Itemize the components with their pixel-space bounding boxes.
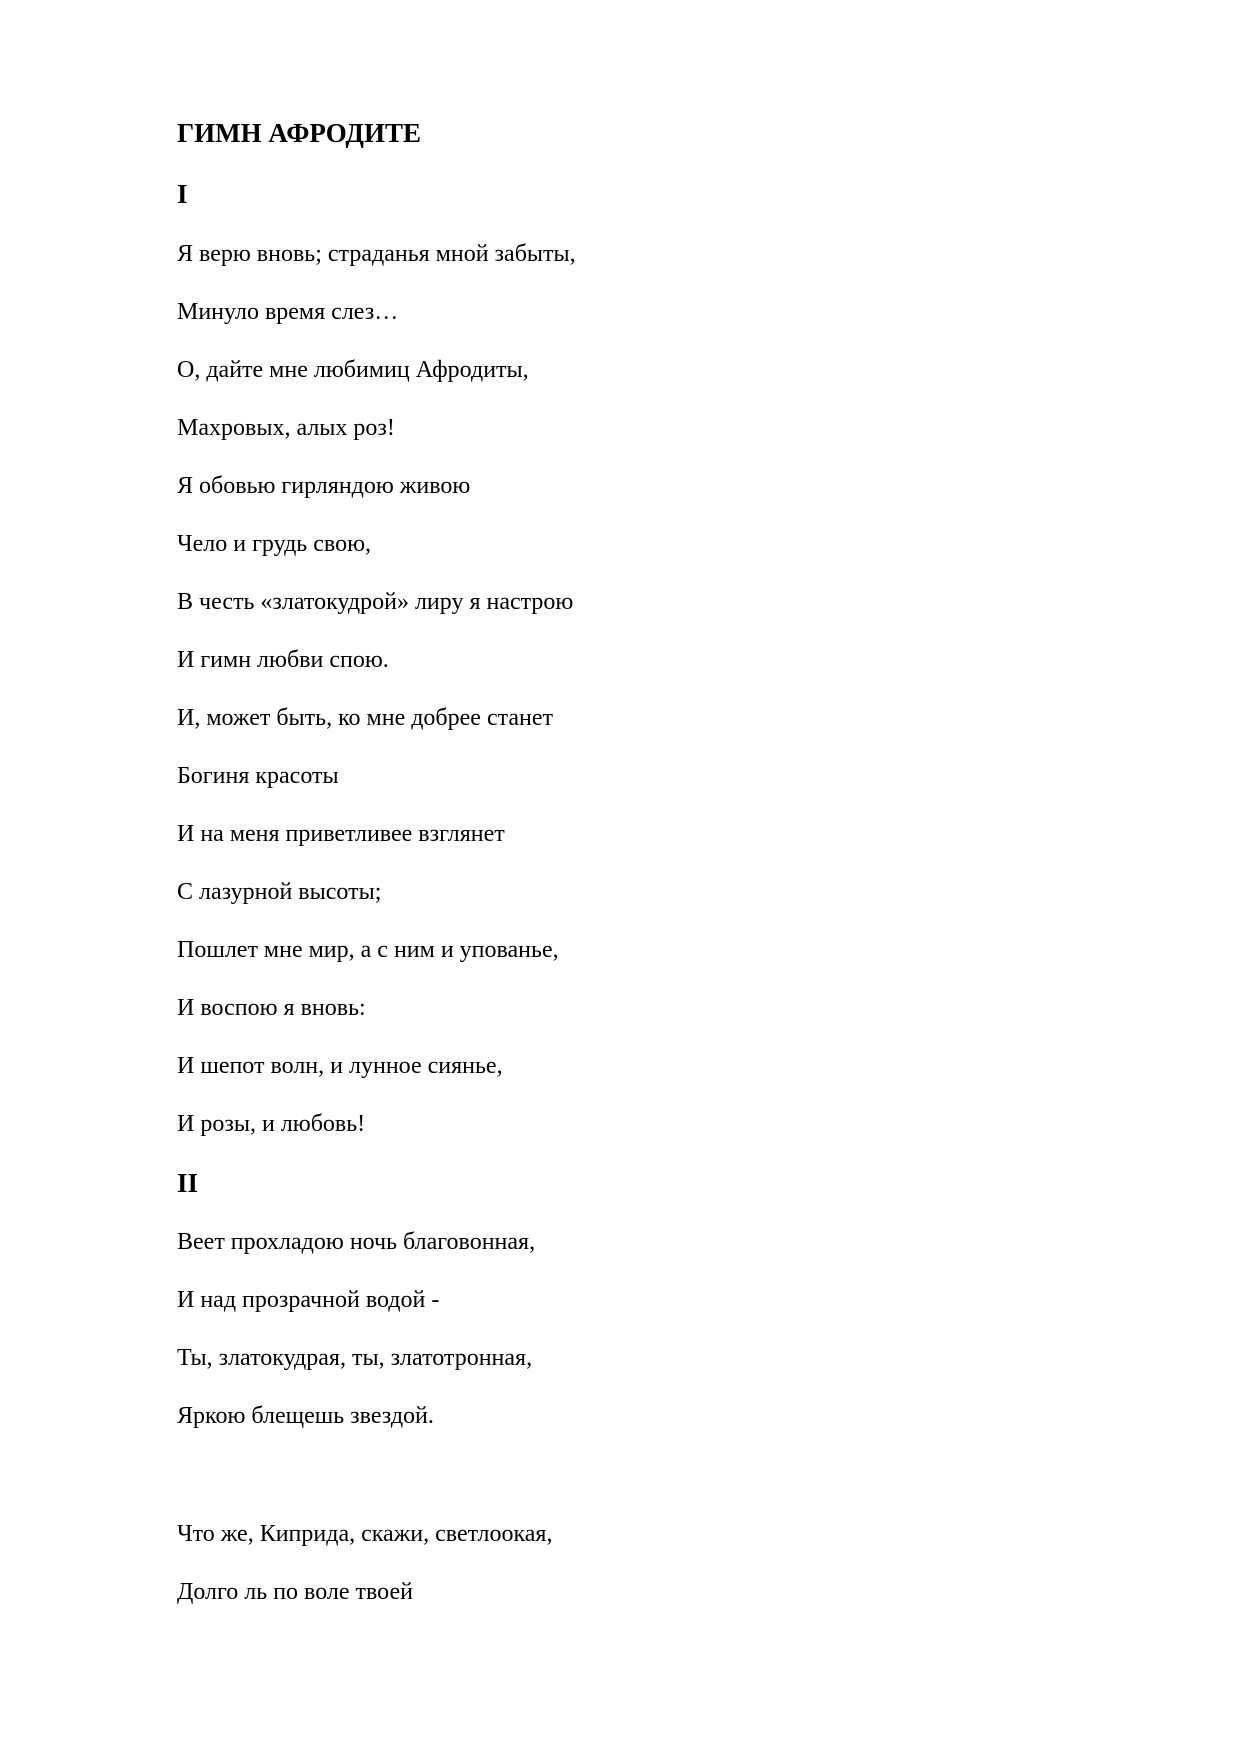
verse-line: И на меня приветливее взглянет <box>177 821 505 847</box>
verse-line: И розы, и любовь! <box>177 1111 366 1137</box>
verse-line: С лазурной высоты; <box>177 879 382 905</box>
verse-line: И шепот волн, и лунное сиянье, <box>177 1053 503 1079</box>
verse-line: Я обовью гирляндою живою <box>177 473 471 499</box>
verse-line: Что же, Киприда, скажи, светлоокая, <box>177 1521 553 1547</box>
section-number-1: I <box>177 179 188 209</box>
verse-line: Яркою блещешь звездой. <box>177 1403 434 1429</box>
poem-title: ГИМН АФРОДИТЕ <box>177 118 421 148</box>
verse-line: Богиня красоты <box>177 763 339 789</box>
verse-line: Долго ль по воле твоей <box>177 1579 413 1605</box>
verse-line: И воспою я вновь: <box>177 995 366 1021</box>
verse-line: И, может быть, ко мне добрее станет <box>177 705 554 731</box>
verse-line: Я верю вновь; страданья мной забыты, <box>177 241 576 267</box>
verse-line: Чело и грудь свою, <box>177 531 371 557</box>
verse-line: И гимн любви спою. <box>177 647 389 673</box>
verse-line: Минуло время слез… <box>177 299 399 325</box>
verse-line: О, дайте мне любимиц Афродиты, <box>177 357 529 383</box>
section-number-2: II <box>177 1168 199 1198</box>
verse-line: И над прозрачной водой - <box>177 1287 440 1313</box>
verse-line: В честь «златокудрой» лиру я настрою <box>177 589 574 615</box>
verse-line: Махровых, алых роз! <box>177 415 395 441</box>
verse-line: Ты, златокудрая, ты, златотронная, <box>177 1345 533 1371</box>
verse-line: Веет прохладою ночь благовонная, <box>177 1229 536 1255</box>
verse-line: Пошлет мне мир, а с ним и упованье, <box>177 937 559 963</box>
